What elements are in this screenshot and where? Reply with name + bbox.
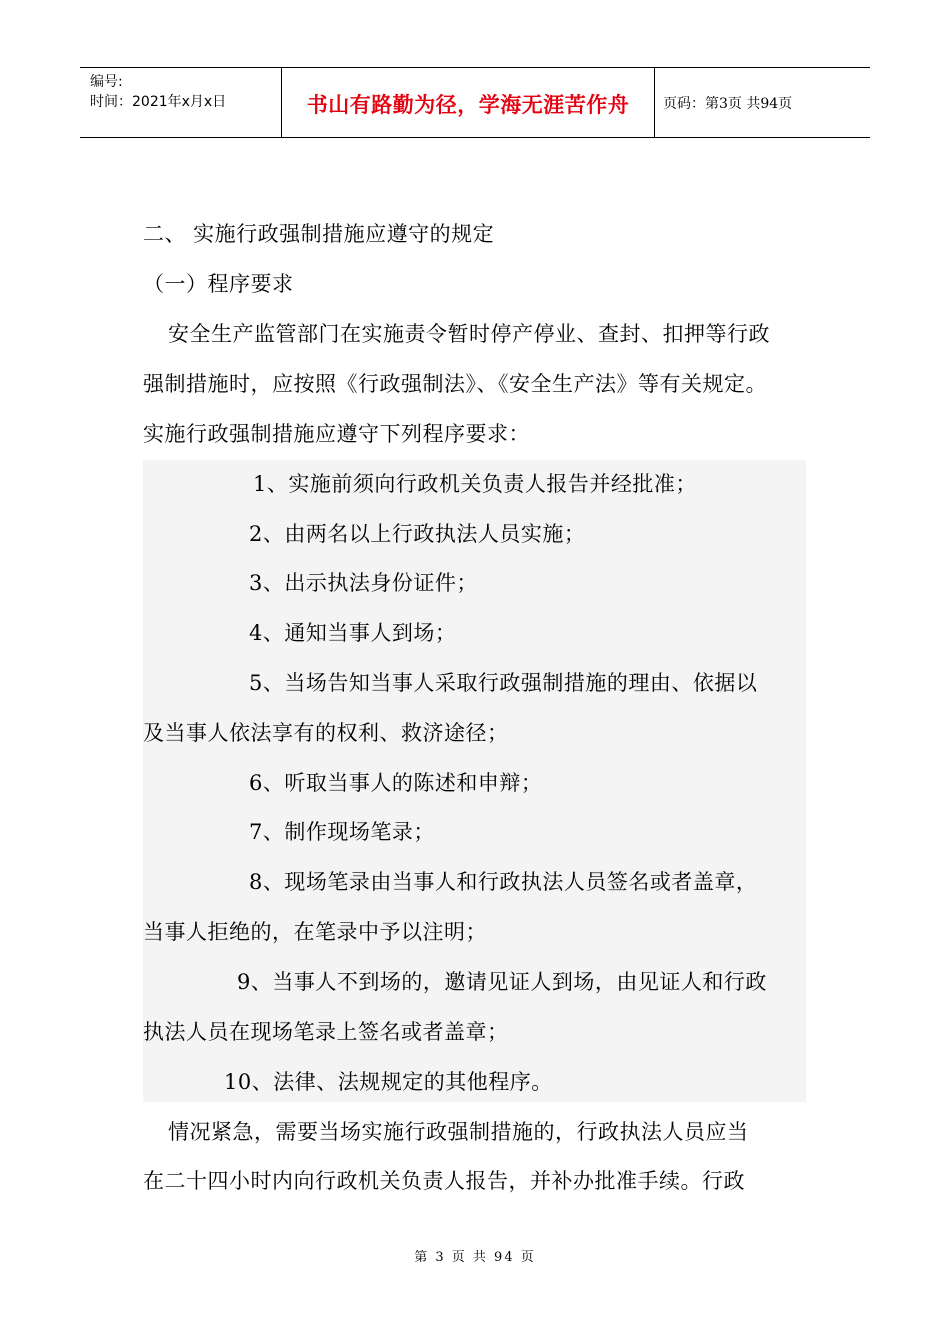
list-item: 当事人拒绝的，在笔录中予以注明； bbox=[143, 920, 487, 944]
intro-line: 安全生产监管部门在实施责令暂时停产停业、查封、扣押等行政 bbox=[168, 322, 770, 346]
sub-heading: （一）程序要求 bbox=[143, 272, 294, 296]
header-meta bbox=[80, 68, 282, 137]
list-item: 4、通知当事人到场； bbox=[249, 621, 457, 645]
list-item: 8、现场笔录由当事人和行政执法人员签名或者盖章， bbox=[249, 870, 758, 894]
intro-line: 强制措施时，应按照《行政强制法》、《安全生产法》等有关规定。 bbox=[143, 372, 767, 396]
section-heading: 二、 实施行政强制措施应遵守的规定 bbox=[143, 222, 495, 246]
list-item: 1、实施前须向行政机关负责人报告并经批准； bbox=[253, 472, 697, 496]
date-label: 时间：2021年x月x日 bbox=[90, 94, 227, 110]
header-page-info: 页码：第3页 共94页 bbox=[663, 95, 793, 112]
header-motto: 书山有路勤为径，学海无涯苦作舟 bbox=[306, 91, 630, 117]
intro-line: 实施行政强制措施应遵守下列程序要求： bbox=[143, 422, 530, 446]
document-header bbox=[80, 67, 870, 138]
list-item: 及当事人依法享有的权利、救济途径； bbox=[143, 721, 509, 745]
list-item: 2、由两名以上行政执法人员实施； bbox=[249, 522, 586, 546]
list-item: 10、法律、法规规定的其他程序。 bbox=[224, 1070, 553, 1094]
header-motto-cell bbox=[282, 68, 655, 137]
list-item: 3、出示执法身份证件； bbox=[249, 571, 478, 595]
list-item: 7、制作现场笔录； bbox=[249, 820, 435, 844]
closing-line: 情况紧急，需要当场实施行政强制措施的，行政执法人员应当 bbox=[168, 1120, 749, 1144]
list-item: 6、听取当事人的陈述和申辩； bbox=[249, 771, 543, 795]
header-page-info-cell bbox=[655, 68, 870, 137]
list-item: 执法人员在现场笔录上签名或者盖章； bbox=[143, 1020, 509, 1044]
list-item: 9、当事人不到场的，邀请见证人到场，由见证人和行政 bbox=[237, 970, 767, 994]
list-item: 5、当场告知当事人采取行政强制措施的理由、依据以 bbox=[249, 671, 758, 695]
page-footer: 第 3 页 共 94 页 bbox=[414, 1250, 536, 1265]
closing-line: 在二十四小时内向行政机关负责人报告，并补办批准手续。行政 bbox=[143, 1169, 745, 1193]
serial-number-label: 编号: bbox=[90, 74, 123, 90]
